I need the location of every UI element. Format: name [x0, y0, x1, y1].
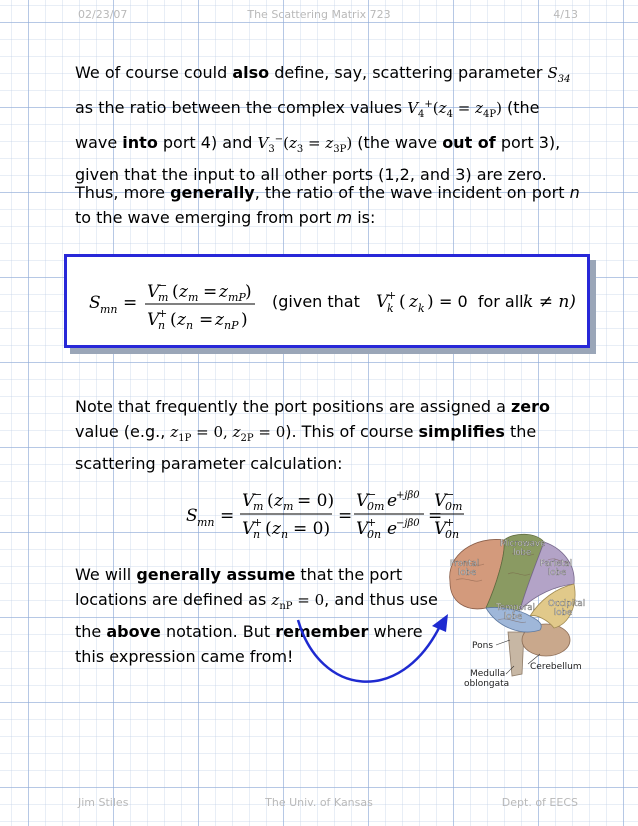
- svg-text:0n: 0n: [445, 528, 460, 541]
- paragraph-assumption: We will generally assume that the port locations are defined as $z_{nP} = 0$, and thus use the above notation. But remember where this expression came from!: [75, 565, 438, 666]
- svg-text:−: −: [253, 488, 263, 501]
- paragraph-zero-positions: Note that frequently the port positions are assigned a zero value (e.g., $z_{1P} = 0$, $z_{2P} = 0$). This of course simplifies the scattering parameter calculation:: [75, 397, 551, 473]
- svg-text:+: +: [158, 307, 168, 320]
- footer-dept: Dept. of EECS: [501, 796, 578, 809]
- svg-text:z: z: [219, 282, 228, 302]
- svg-text:z: z: [272, 519, 281, 539]
- svg-text:−: −: [158, 279, 168, 292]
- brain-illustration: [436, 524, 586, 700]
- smn-equation: [67, 257, 587, 345]
- label-parietal-lobe: lobe: [548, 568, 567, 578]
- header-title: The Scattering Matrix 723: [247, 8, 391, 21]
- svg-text:= 0): = 0): [297, 491, 335, 511]
- curved-arrow: [280, 606, 460, 706]
- label-parietal: Parietal: [540, 559, 572, 569]
- svg-text:+: +: [445, 516, 455, 529]
- svg-text:z: z: [409, 292, 418, 312]
- svg-text:e: e: [387, 491, 398, 511]
- footer-university: The Univ. of Kansas: [265, 796, 373, 809]
- svg-text:n: n: [281, 528, 289, 541]
- svg-text:+: +: [253, 516, 263, 529]
- page-footer: [0, 796, 638, 812]
- condition-text: = 0 for all: [439, 292, 524, 311]
- svg-text:m: m: [188, 291, 199, 304]
- svg-text:V: V: [356, 519, 369, 539]
- label-temporal: Temporal: [496, 603, 535, 613]
- svg-text:V: V: [356, 491, 369, 511]
- svg-text:): ): [245, 282, 252, 302]
- svg-text:+: +: [387, 289, 397, 302]
- label-pons: Pons: [472, 641, 494, 651]
- svg-text:−: −: [445, 488, 455, 501]
- svg-text:=: =: [338, 506, 353, 526]
- svg-text:mn: mn: [197, 516, 215, 529]
- label-temporal-lobe: lobe: [504, 612, 523, 622]
- label-occipital-lobe: lobe: [554, 608, 573, 618]
- svg-text:m: m: [158, 291, 169, 304]
- svg-text:(: (: [399, 292, 406, 312]
- label-oblongata: oblongata: [464, 679, 510, 689]
- svg-text:(: (: [172, 282, 179, 302]
- v4-plus-expression: $V_4^+(z_4 = z_{4P})$: [407, 99, 502, 120]
- svg-text:=: =: [199, 310, 214, 330]
- svg-text:m: m: [283, 500, 294, 513]
- svg-text:e: e: [387, 519, 398, 539]
- svg-text:(: (: [265, 519, 272, 539]
- label-frontal: Frontal: [450, 559, 480, 569]
- svg-text:S: S: [89, 293, 101, 313]
- svg-text:n: n: [186, 319, 194, 332]
- z1p-z2p-zero: $z_{1P} = 0$, $z_{2P} = 0$: [170, 423, 286, 444]
- svg-text:(: (: [267, 491, 274, 511]
- svg-text:=: =: [123, 293, 138, 313]
- label-frontal-lobe: lobe: [458, 568, 477, 578]
- svg-text:S: S: [186, 506, 198, 526]
- paragraph-general-definition: Thus, more generally, the ratio of the wave incident on port n to the wave emerging from port m is:: [75, 183, 580, 227]
- svg-text:): ): [427, 292, 434, 312]
- label-microwave-lobe: lobe: [513, 548, 532, 558]
- svg-text:z: z: [179, 282, 188, 302]
- label-medulla: Medulla: [470, 669, 506, 679]
- svg-text:−jβ0: −jβ0: [396, 518, 420, 529]
- footer-author: Jim Stiles: [78, 796, 129, 809]
- svg-text:V: V: [434, 491, 447, 511]
- svg-text:=: =: [220, 506, 235, 526]
- svg-text:V: V: [147, 282, 160, 302]
- svg-text:= 0): = 0): [293, 519, 331, 539]
- svg-text:0m: 0m: [445, 500, 463, 513]
- svg-text:m: m: [253, 500, 264, 513]
- v3-minus-expression: $V_3^-(z_3 = z_{3P})$: [257, 134, 353, 155]
- condition-tail: k ≠ n): [523, 292, 576, 312]
- svg-text:V: V: [147, 310, 160, 330]
- svg-text:=: =: [203, 282, 218, 302]
- svg-text:n: n: [253, 528, 261, 541]
- svg-text:k: k: [387, 302, 394, 315]
- svg-text:): ): [241, 310, 248, 330]
- svg-text:−: −: [367, 488, 377, 501]
- svg-text:mn: mn: [100, 303, 118, 316]
- svg-text:V: V: [242, 519, 255, 539]
- given-that-label: (given that: [272, 292, 360, 311]
- svg-text:V: V: [434, 519, 447, 539]
- svg-text:+jβ0: +jβ0: [396, 490, 420, 501]
- label-cerebellum: Cerebellum: [530, 662, 582, 672]
- svg-text:z: z: [274, 491, 283, 511]
- label-microwave: Microwave: [500, 539, 546, 549]
- svg-text:0m: 0m: [367, 500, 385, 513]
- label-occipital: Occipital: [548, 599, 586, 609]
- s34-symbol: $S_{34}$: [547, 64, 571, 85]
- svg-text:0n: 0n: [367, 528, 382, 541]
- header-page-number: 4/13: [553, 8, 578, 21]
- svg-text:mP: mP: [228, 291, 246, 304]
- svg-text:(: (: [170, 310, 177, 330]
- svg-text:=: =: [428, 506, 443, 526]
- smn-equation-box: [64, 254, 590, 348]
- svg-text:z: z: [177, 310, 186, 330]
- smn-zero-equation: [180, 484, 450, 550]
- paragraph-s34-definition: We of course could also define, say, scattering parameter $S_{34}$ as the ratio between the complex values $V_4^+(z_4 = z_{4P})$ (the wave into port 4) and $V_3^-(z_3 = z_{3P})$ (the wave out of port 3), given that the input to all other ports (1,2, and 3) are zero.: [75, 63, 571, 184]
- page-header: [0, 8, 638, 24]
- header-date: 02/23/07: [78, 8, 128, 21]
- svg-text:z: z: [215, 310, 224, 330]
- svg-text:+: +: [367, 516, 377, 529]
- svg-text:n: n: [158, 319, 166, 332]
- svg-text:k: k: [418, 302, 425, 315]
- svg-text:nP: nP: [224, 319, 239, 332]
- svg-text:V: V: [376, 292, 389, 312]
- znp-zero: $z_{nP} = 0$: [271, 591, 325, 612]
- svg-text:V: V: [242, 491, 255, 511]
